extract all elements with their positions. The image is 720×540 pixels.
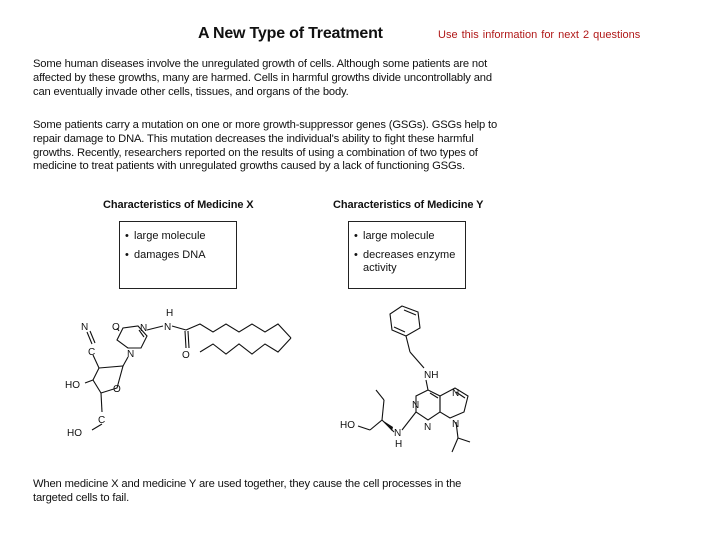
list-item: • decreases enzyme activity xyxy=(349,249,465,275)
atom-label: O xyxy=(112,322,120,333)
gsg-paragraph: Some patients carry a mutation on one or more growth-suppressor genes (GSGs). GSGs help to repair damage to DNA. This mutation decreases the individual's ability to fight these harmful growths. Recently, researchers reported on the results of using a combination of two types of medicine to treat patients with unregulated growths caused by a lack of functioning GSGs. xyxy=(33,119,498,173)
list-item: • large molecule xyxy=(120,230,236,243)
medicine-x-structure xyxy=(55,300,305,450)
atom-label: N xyxy=(164,322,172,333)
atom-label: N xyxy=(452,388,460,399)
atom-label: N xyxy=(424,422,432,433)
atom-label: HO xyxy=(67,428,82,439)
medicine-x-heading: Characteristics of Medicine X xyxy=(103,199,254,211)
conclusion-paragraph: When medicine X and medicine Y are used together, they cause the cell processes in the targeted cells to fail. xyxy=(33,478,462,504)
medicine-x-list xyxy=(120,230,236,262)
atom-label: N xyxy=(81,322,89,333)
instruction-note: Use this information for next 2 questions xyxy=(438,29,641,41)
atom-label: N xyxy=(140,323,148,334)
atom-label: O xyxy=(113,384,121,395)
medicine-y-list xyxy=(349,230,465,275)
intro-paragraph: Some human diseases involve the unregulated growth of cells. Although some patients are not affected by these growths, many are harmed. Cells in harmful growths divide uncontrollably and can eventually invade other cells, tissues, and organs of the body. xyxy=(33,58,492,98)
atom-label: O xyxy=(182,350,190,361)
atom-label: C xyxy=(98,415,106,426)
list-item: • large molecule xyxy=(349,230,465,243)
medicine-y-structure xyxy=(330,300,490,465)
atom-label: HO xyxy=(340,420,355,431)
atom-label: C xyxy=(88,347,96,358)
page-title: A New Type of Treatment xyxy=(198,25,383,42)
atom-label: N xyxy=(394,428,402,439)
list-item: • damages DNA xyxy=(120,249,236,262)
atom-label: N xyxy=(412,400,420,411)
atom-label: H xyxy=(166,308,174,319)
atom-label: N xyxy=(452,419,460,430)
medicine-x-box xyxy=(119,221,237,289)
atom-label: NH xyxy=(424,370,439,381)
atom-label: H xyxy=(395,439,403,450)
atom-label: HO xyxy=(65,380,80,391)
medicine-y-heading: Characteristics of Medicine Y xyxy=(333,199,484,211)
medicine-y-box xyxy=(348,221,466,289)
atom-label: N xyxy=(127,349,135,360)
